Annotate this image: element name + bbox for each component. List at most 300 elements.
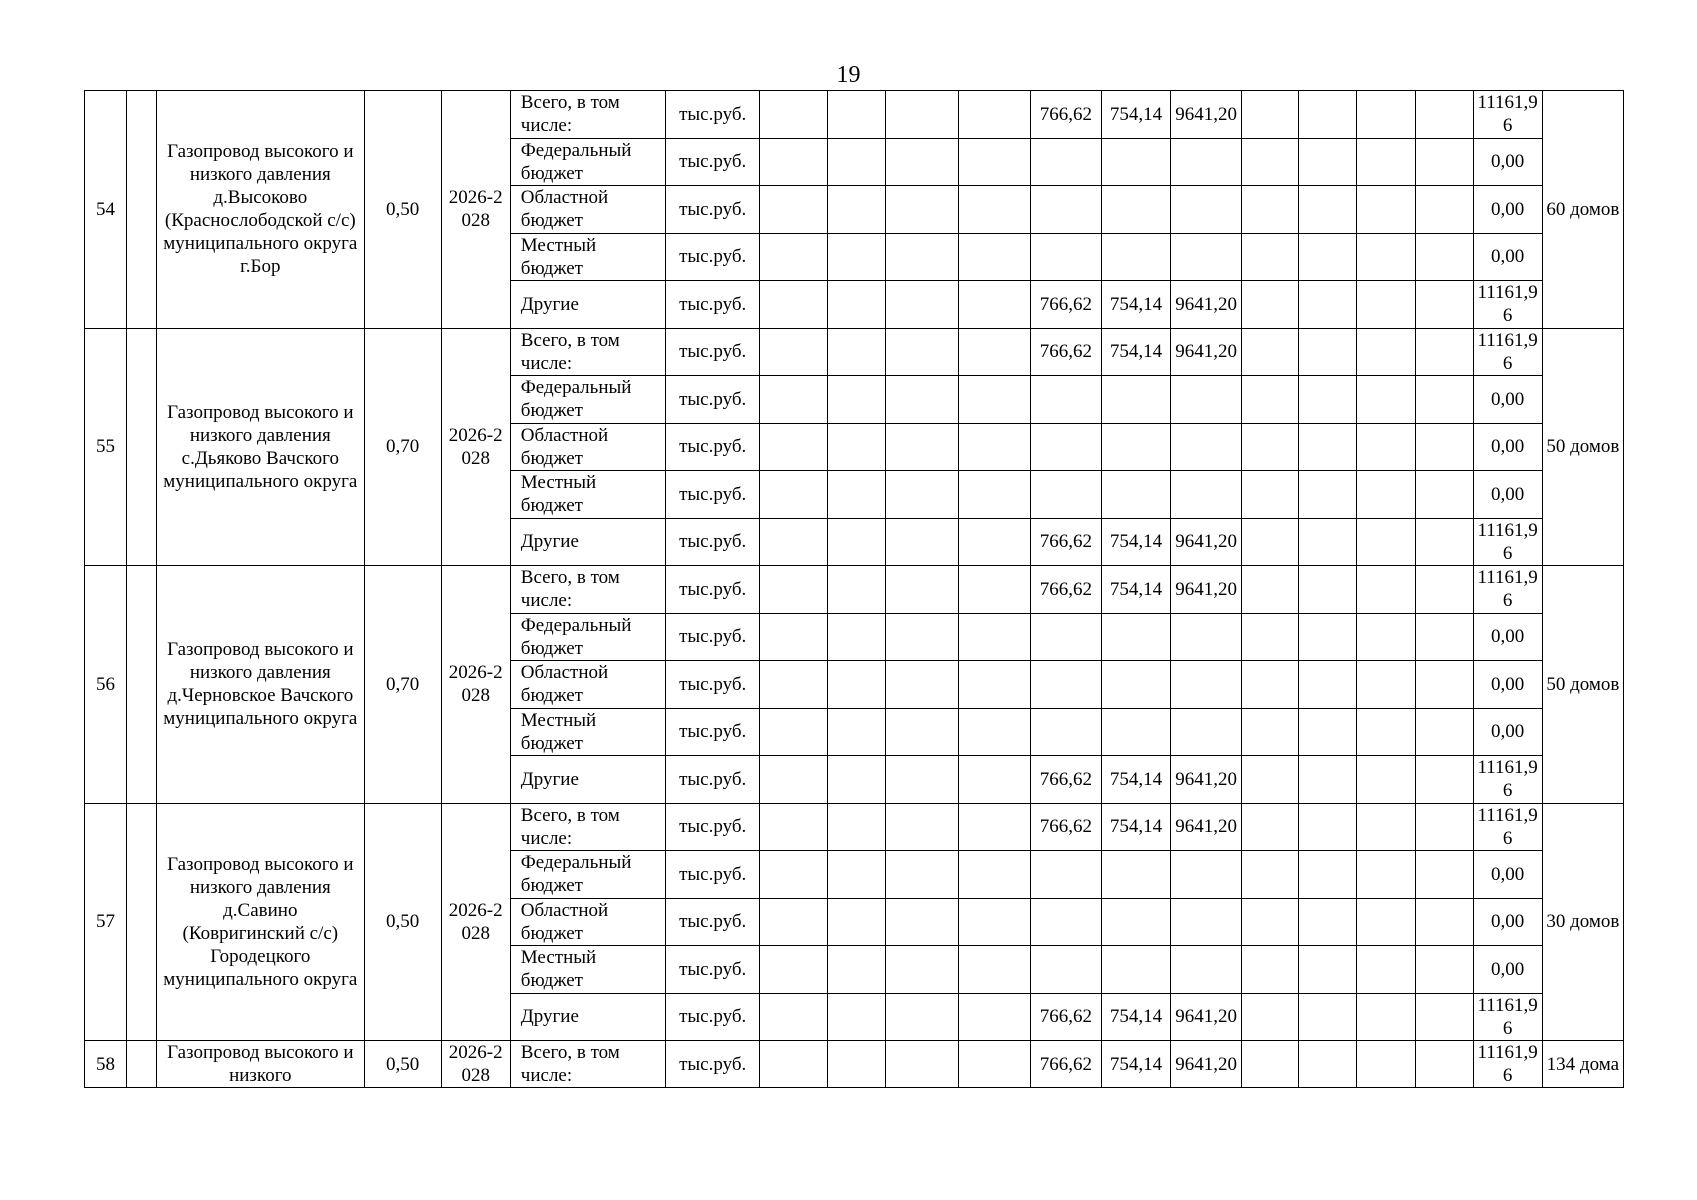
- blank-cell: [760, 946, 828, 994]
- blank-cell: [958, 851, 1030, 899]
- blank-cell: [886, 946, 958, 994]
- blank-cell: [1299, 661, 1357, 709]
- blank-cell: [1299, 518, 1357, 566]
- blank-cell: [886, 756, 958, 804]
- blank-cell: [1357, 756, 1416, 804]
- blank-cell: [1242, 756, 1299, 804]
- blank-cell: [1357, 993, 1416, 1041]
- blank-cell: [958, 328, 1030, 376]
- blank-cell: [1416, 471, 1473, 519]
- amount-year-3: [1171, 708, 1242, 756]
- amount-year-2: [1101, 471, 1170, 519]
- blank-cell: [828, 708, 886, 756]
- amount-total: 0,00: [1473, 423, 1542, 471]
- amount-total: 0,00: [1473, 233, 1542, 281]
- unit-label: тыс.руб.: [666, 946, 760, 994]
- blank-cell: [828, 91, 886, 139]
- amount-total: 11161,96: [1473, 91, 1542, 139]
- expected-result: 50 домов: [1542, 566, 1623, 804]
- amount-year-1: [1030, 376, 1101, 424]
- blank-cell: [760, 138, 828, 186]
- table-row: [85, 803, 1624, 851]
- blank-cell: [760, 661, 828, 709]
- blank-cell: [1299, 898, 1357, 946]
- blank-cell: [1299, 946, 1357, 994]
- blank-cell: [760, 993, 828, 1041]
- amount-total: 0,00: [1473, 946, 1542, 994]
- blank-cell: [1242, 708, 1299, 756]
- unit-label: тыс.руб.: [666, 233, 760, 281]
- amount-year-3: [1171, 661, 1242, 709]
- blank-cell: [886, 613, 958, 661]
- blank-cell: [958, 91, 1030, 139]
- amount-year-2: 754,14: [1101, 566, 1170, 614]
- amount-year-2: [1101, 138, 1170, 186]
- blank-cell: [828, 471, 886, 519]
- funding-source-label: Федеральный бюджет: [510, 138, 665, 186]
- unit-label: тыс.руб.: [666, 613, 760, 661]
- blank-cell: [760, 1041, 828, 1088]
- implementation-period: 2026-2028: [441, 803, 510, 1041]
- expected-result: 60 домов: [1542, 91, 1623, 329]
- amount-total: 11161,96: [1473, 281, 1542, 329]
- blank-cell: [1242, 138, 1299, 186]
- blank-cell: [958, 946, 1030, 994]
- blank-cell: [1357, 566, 1416, 614]
- page-number: 19: [836, 62, 861, 88]
- blank-cell: [1242, 376, 1299, 424]
- amount-year-1: [1030, 138, 1101, 186]
- blank-cell: [828, 851, 886, 899]
- pipeline-length: 0,50: [364, 91, 441, 329]
- blank-cell: [1242, 946, 1299, 994]
- blank-cell: [828, 376, 886, 424]
- blank-cell: [1299, 1041, 1357, 1088]
- blank-cell: [1357, 471, 1416, 519]
- blank-cell: [958, 1041, 1030, 1088]
- blank-cell: [958, 518, 1030, 566]
- blank-cell: [760, 566, 828, 614]
- amount-total: 11161,96: [1473, 993, 1542, 1041]
- implementation-period: 2026-2028: [441, 328, 510, 566]
- blank-cell: [1416, 661, 1473, 709]
- blank-cell: [1299, 708, 1357, 756]
- blank-cell: [1357, 661, 1416, 709]
- unit-label: тыс.руб.: [666, 376, 760, 424]
- blank-cell: [828, 423, 886, 471]
- funding-source-label: Другие: [510, 756, 665, 804]
- pipeline-length: 0,70: [364, 566, 441, 804]
- blank-cell: [1242, 566, 1299, 614]
- funding-source-label: Местный бюджет: [510, 471, 665, 519]
- blank-cell: [886, 1041, 958, 1088]
- blank-cell: [1416, 756, 1473, 804]
- amount-year-2: 754,14: [1101, 756, 1170, 804]
- blank-cell: [1242, 91, 1299, 139]
- unit-label: тыс.руб.: [666, 898, 760, 946]
- funding-source-label: Федеральный бюджет: [510, 613, 665, 661]
- blank-cell: [760, 756, 828, 804]
- amount-year-1: [1030, 423, 1101, 471]
- blank-cell: [828, 898, 886, 946]
- blank-cell: [760, 376, 828, 424]
- amount-year-1: [1030, 613, 1101, 661]
- blank-cell: [886, 708, 958, 756]
- amount-year-3: 9641,20: [1171, 566, 1242, 614]
- amount-year-3: [1171, 946, 1242, 994]
- amount-year-2: [1101, 898, 1170, 946]
- unit-label: тыс.руб.: [666, 803, 760, 851]
- blank-cell: [886, 91, 958, 139]
- blank-cell: [127, 91, 157, 329]
- blank-cell: [886, 993, 958, 1041]
- amount-year-3: 9641,20: [1171, 756, 1242, 804]
- blank-cell: [1299, 471, 1357, 519]
- blank-cell: [1416, 946, 1473, 994]
- amount-total: 0,00: [1473, 661, 1542, 709]
- amount-year-1: [1030, 946, 1101, 994]
- blank-cell: [1357, 708, 1416, 756]
- blank-cell: [958, 471, 1030, 519]
- amount-year-2: 754,14: [1101, 328, 1170, 376]
- blank-cell: [1299, 803, 1357, 851]
- amount-year-3: [1171, 423, 1242, 471]
- blank-cell: [1416, 898, 1473, 946]
- funding-source-label: Всего, в том числе:: [510, 566, 665, 614]
- blank-cell: [1299, 613, 1357, 661]
- amount-total: 0,00: [1473, 186, 1542, 234]
- blank-cell: [1416, 613, 1473, 661]
- project-number: 54: [85, 91, 127, 329]
- amount-year-2: [1101, 376, 1170, 424]
- blank-cell: [1416, 803, 1473, 851]
- blank-cell: [1416, 328, 1473, 376]
- blank-cell: [1299, 756, 1357, 804]
- blank-cell: [1416, 1041, 1473, 1088]
- blank-cell: [886, 518, 958, 566]
- amount-year-2: 754,14: [1101, 91, 1170, 139]
- project-number: 56: [85, 566, 127, 804]
- unit-label: тыс.руб.: [666, 328, 760, 376]
- blank-cell: [828, 281, 886, 329]
- amount-total: 11161,96: [1473, 1041, 1542, 1088]
- blank-cell: [1357, 518, 1416, 566]
- blank-cell: [958, 898, 1030, 946]
- funding-source-label: Федеральный бюджет: [510, 376, 665, 424]
- amount-year-3: 9641,20: [1171, 518, 1242, 566]
- blank-cell: [886, 376, 958, 424]
- blank-cell: [958, 423, 1030, 471]
- amount-year-3: [1171, 233, 1242, 281]
- blank-cell: [1357, 91, 1416, 139]
- unit-label: тыс.руб.: [666, 186, 760, 234]
- amount-year-2: 754,14: [1101, 281, 1170, 329]
- blank-cell: [1416, 233, 1473, 281]
- blank-cell: [828, 756, 886, 804]
- blank-cell: [1299, 138, 1357, 186]
- blank-cell: [1416, 376, 1473, 424]
- amount-year-3: [1171, 898, 1242, 946]
- funding-source-label: Всего, в том числе:: [510, 1041, 665, 1088]
- table-row: [85, 328, 1624, 376]
- blank-cell: [1299, 281, 1357, 329]
- blank-cell: [760, 708, 828, 756]
- amount-year-1: [1030, 233, 1101, 281]
- blank-cell: [958, 708, 1030, 756]
- blank-cell: [1416, 851, 1473, 899]
- blank-cell: [886, 233, 958, 281]
- blank-cell: [1357, 233, 1416, 281]
- blank-cell: [1242, 233, 1299, 281]
- blank-cell: [886, 423, 958, 471]
- blank-cell: [1357, 376, 1416, 424]
- blank-cell: [958, 376, 1030, 424]
- blank-cell: [886, 803, 958, 851]
- funding-source-label: Местный бюджет: [510, 233, 665, 281]
- blank-cell: [1299, 91, 1357, 139]
- expected-result: 50 домов: [1542, 328, 1623, 566]
- blank-cell: [1242, 613, 1299, 661]
- blank-cell: [760, 328, 828, 376]
- blank-cell: [1299, 993, 1357, 1041]
- amount-year-1: 766,62: [1030, 328, 1101, 376]
- amount-total: 11161,96: [1473, 756, 1542, 804]
- amount-year-1: 766,62: [1030, 803, 1101, 851]
- blank-cell: [886, 851, 958, 899]
- blank-cell: [886, 186, 958, 234]
- project-name: Газопровод высокого и низкого: [157, 1041, 364, 1088]
- blank-cell: [1357, 946, 1416, 994]
- blank-cell: [828, 518, 886, 566]
- blank-cell: [760, 851, 828, 899]
- funding-source-label: Всего, в том числе:: [510, 328, 665, 376]
- funding-source-label: Областной бюджет: [510, 186, 665, 234]
- blank-cell: [886, 328, 958, 376]
- funding-source-label: Другие: [510, 281, 665, 329]
- blank-cell: [760, 898, 828, 946]
- blank-cell: [1357, 186, 1416, 234]
- blank-cell: [1416, 281, 1473, 329]
- blank-cell: [1299, 423, 1357, 471]
- amount-total: 11161,96: [1473, 566, 1542, 614]
- amount-year-3: 9641,20: [1171, 91, 1242, 139]
- blank-cell: [127, 803, 157, 1041]
- amount-total: 0,00: [1473, 851, 1542, 899]
- blank-cell: [127, 566, 157, 804]
- project-name: Газопровод высокого и низкого давления д.Савино (Ковригинский с/с) Городецкого муниципального округа: [157, 803, 364, 1041]
- blank-cell: [1299, 328, 1357, 376]
- project-name: Газопровод высокого и низкого давления д.Черновское Вачского муниципального округа: [157, 566, 364, 804]
- blank-cell: [1416, 138, 1473, 186]
- blank-cell: [886, 898, 958, 946]
- unit-label: тыс.руб.: [666, 993, 760, 1041]
- blank-cell: [1416, 518, 1473, 566]
- blank-cell: [1242, 1041, 1299, 1088]
- blank-cell: [828, 993, 886, 1041]
- amount-year-1: 766,62: [1030, 756, 1101, 804]
- blank-cell: [1357, 423, 1416, 471]
- blank-cell: [828, 186, 886, 234]
- funding-source-label: Областной бюджет: [510, 661, 665, 709]
- blank-cell: [1242, 423, 1299, 471]
- amount-year-2: [1101, 613, 1170, 661]
- blank-cell: [828, 946, 886, 994]
- amount-year-1: [1030, 898, 1101, 946]
- blank-cell: [958, 803, 1030, 851]
- table-row: [85, 1041, 1624, 1088]
- amount-year-2: [1101, 851, 1170, 899]
- blank-cell: [828, 661, 886, 709]
- amount-year-3: [1171, 471, 1242, 519]
- implementation-period: 2026-2028: [441, 1041, 510, 1088]
- blank-cell: [958, 186, 1030, 234]
- blank-cell: [1357, 328, 1416, 376]
- expected-result: 134 дома: [1542, 1041, 1623, 1088]
- amount-year-2: [1101, 233, 1170, 281]
- blank-cell: [1416, 423, 1473, 471]
- blank-cell: [828, 613, 886, 661]
- blank-cell: [958, 661, 1030, 709]
- funding-source-label: Местный бюджет: [510, 708, 665, 756]
- amount-year-3: 9641,20: [1171, 281, 1242, 329]
- unit-label: тыс.руб.: [666, 518, 760, 566]
- unit-label: тыс.руб.: [666, 756, 760, 804]
- amount-year-3: [1171, 613, 1242, 661]
- blank-cell: [1242, 518, 1299, 566]
- amount-total: 0,00: [1473, 898, 1542, 946]
- investment-program-table: [84, 90, 1624, 1088]
- unit-label: тыс.руб.: [666, 566, 760, 614]
- amount-year-2: [1101, 423, 1170, 471]
- pipeline-length: 0,50: [364, 803, 441, 1041]
- amount-total: 0,00: [1473, 471, 1542, 519]
- amount-total: 11161,96: [1473, 803, 1542, 851]
- blank-cell: [1416, 186, 1473, 234]
- project-name: Газопровод высокого и низкого давления д.Высоково (Краснослободской с/с) муниципального округа г.Бор: [157, 91, 364, 329]
- blank-cell: [958, 993, 1030, 1041]
- blank-cell: [828, 1041, 886, 1088]
- amount-year-1: [1030, 661, 1101, 709]
- unit-label: тыс.руб.: [666, 138, 760, 186]
- blank-cell: [1299, 566, 1357, 614]
- amount-year-1: [1030, 708, 1101, 756]
- unit-label: тыс.руб.: [666, 851, 760, 899]
- blank-cell: [1357, 803, 1416, 851]
- unit-label: тыс.руб.: [666, 423, 760, 471]
- blank-cell: [1242, 803, 1299, 851]
- amount-year-3: [1171, 851, 1242, 899]
- blank-cell: [958, 233, 1030, 281]
- blank-cell: [1416, 91, 1473, 139]
- blank-cell: [127, 1041, 157, 1088]
- blank-cell: [760, 423, 828, 471]
- blank-cell: [886, 566, 958, 614]
- blank-cell: [1242, 661, 1299, 709]
- blank-cell: [1242, 471, 1299, 519]
- funding-source-label: Областной бюджет: [510, 423, 665, 471]
- pipeline-length: 0,70: [364, 328, 441, 566]
- blank-cell: [1357, 851, 1416, 899]
- blank-cell: [1242, 186, 1299, 234]
- amount-year-3: 9641,20: [1171, 803, 1242, 851]
- blank-cell: [1357, 1041, 1416, 1088]
- blank-cell: [828, 803, 886, 851]
- amount-year-3: 9641,20: [1171, 1041, 1242, 1088]
- blank-cell: [958, 756, 1030, 804]
- blank-cell: [1242, 281, 1299, 329]
- amount-year-1: 766,62: [1030, 281, 1101, 329]
- amount-total: 11161,96: [1473, 518, 1542, 566]
- blank-cell: [1299, 233, 1357, 281]
- amount-year-2: [1101, 708, 1170, 756]
- blank-cell: [828, 138, 886, 186]
- blank-cell: [760, 233, 828, 281]
- amount-total: 0,00: [1473, 138, 1542, 186]
- blank-cell: [1357, 613, 1416, 661]
- amount-total: 0,00: [1473, 613, 1542, 661]
- blank-cell: [760, 613, 828, 661]
- amount-year-1: [1030, 471, 1101, 519]
- blank-cell: [958, 613, 1030, 661]
- blank-cell: [1299, 376, 1357, 424]
- unit-label: тыс.руб.: [666, 708, 760, 756]
- blank-cell: [886, 281, 958, 329]
- blank-cell: [828, 566, 886, 614]
- table-row: [85, 566, 1624, 614]
- amount-year-2: 754,14: [1101, 518, 1170, 566]
- blank-cell: [760, 281, 828, 329]
- amount-year-2: [1101, 186, 1170, 234]
- amount-year-1: 766,62: [1030, 518, 1101, 566]
- funding-source-label: Всего, в том числе:: [510, 91, 665, 139]
- expected-result: 30 домов: [1542, 803, 1623, 1041]
- blank-cell: [1416, 993, 1473, 1041]
- amount-year-3: [1171, 138, 1242, 186]
- blank-cell: [886, 661, 958, 709]
- funding-source-label: Всего, в том числе:: [510, 803, 665, 851]
- funding-source-label: Федеральный бюджет: [510, 851, 665, 899]
- amount-year-1: [1030, 851, 1101, 899]
- amount-total: 0,00: [1473, 708, 1542, 756]
- blank-cell: [886, 138, 958, 186]
- blank-cell: [760, 186, 828, 234]
- amount-year-1: 766,62: [1030, 566, 1101, 614]
- amount-year-2: [1101, 946, 1170, 994]
- blank-cell: [1242, 898, 1299, 946]
- project-number: 55: [85, 328, 127, 566]
- blank-cell: [1416, 566, 1473, 614]
- unit-label: тыс.руб.: [666, 661, 760, 709]
- amount-year-2: 754,14: [1101, 993, 1170, 1041]
- blank-cell: [760, 91, 828, 139]
- funding-source-label: Местный бюджет: [510, 946, 665, 994]
- pipeline-length: 0,50: [364, 1041, 441, 1088]
- blank-cell: [760, 803, 828, 851]
- blank-cell: [1242, 851, 1299, 899]
- blank-cell: [1357, 281, 1416, 329]
- amount-year-1: 766,62: [1030, 91, 1101, 139]
- unit-label: тыс.руб.: [666, 281, 760, 329]
- amount-year-1: [1030, 186, 1101, 234]
- amount-year-3: 9641,20: [1171, 993, 1242, 1041]
- blank-cell: [958, 566, 1030, 614]
- project-name: Газопровод высокого и низкого давления с.Дьяково Вачского муниципального округа: [157, 328, 364, 566]
- blank-cell: [1299, 851, 1357, 899]
- project-number: 58: [85, 1041, 127, 1088]
- blank-cell: [1299, 186, 1357, 234]
- blank-cell: [958, 138, 1030, 186]
- funding-source-label: Областной бюджет: [510, 898, 665, 946]
